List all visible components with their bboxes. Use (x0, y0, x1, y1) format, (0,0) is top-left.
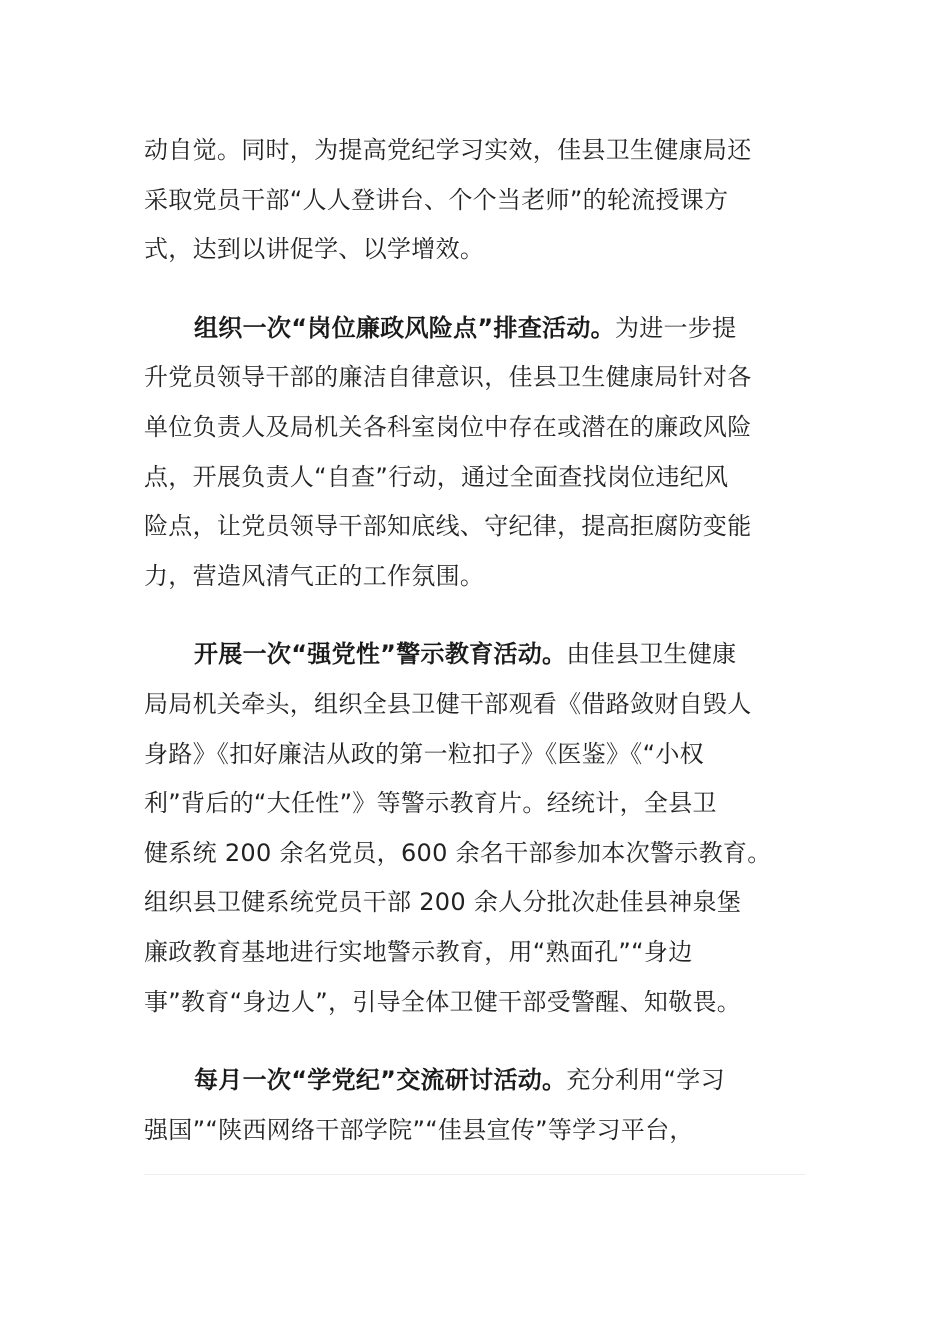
text-line (144, 730, 814, 780)
line-text: 健系统 200 余名党员，600 余名干部参加本次警示教育。 (144, 838, 772, 867)
line-text: 身路》《扣好廉洁从政的第一粒扣子》《医鉴》《“小权 (144, 739, 704, 768)
line-text: 单位负责人及局机关各科室岗位中存在或潜在的廉政风险 (144, 412, 752, 441)
text-line (144, 829, 814, 879)
text-line (144, 928, 814, 978)
text-line (144, 403, 814, 453)
line-text: 廉政教育基地进行实地警示教育，用“熟面孔”“身边 (144, 937, 693, 966)
line-text: 组织县卫健系统党员干部 200 余人分批次赴佳县神泉堡 (144, 888, 742, 917)
text-line (144, 680, 814, 730)
paragraph-2 (144, 304, 814, 602)
text-line (144, 225, 814, 275)
text-line (144, 126, 814, 176)
bold-heading: 每月一次“学党纪”交流研讨活动。 (194, 1066, 567, 1095)
text-line (144, 978, 814, 1028)
text-line (144, 630, 814, 680)
line-text: 采取党员干部“人人登讲台、个个当老师”的轮流授课方 (144, 185, 729, 214)
line-text: 由佳县卫生健康 (566, 640, 737, 669)
document-body (144, 126, 814, 1184)
paragraph-4 (144, 1056, 814, 1155)
line-text: 充分利用“学习 (566, 1066, 725, 1095)
line-text: 式，达到以讲促学、以学增效。 (144, 235, 485, 264)
footer-divider (144, 1174, 806, 1175)
line-text: 强国”“陕西网络干部学院”“佳县宣传”等学习平台， (144, 1115, 694, 1144)
text-line (144, 552, 814, 602)
text-line (144, 1106, 814, 1156)
text-line (144, 502, 814, 552)
bold-heading: 开展一次“强党性”警示教育活动。 (194, 640, 567, 669)
text-line (144, 353, 814, 403)
text-line (144, 878, 814, 928)
line-text: 为进一步提 (614, 313, 737, 342)
text-line (144, 779, 814, 829)
line-text: 险点，让党员领导干部知底线、守纪律，提高拒腐防变能 (144, 512, 752, 541)
line-text: 局局机关牵头，组织全县卫健干部观看《借路敛财自毁人 (144, 689, 752, 718)
bold-heading: 组织一次“岗位廉政风险点”排查活动。 (194, 313, 615, 342)
line-text: 升党员领导干部的廉洁自律意识，佳县卫生健康局针对各 (144, 363, 752, 392)
text-line (144, 176, 814, 226)
text-line (144, 453, 814, 503)
line-text: 动自觉。同时，为提高党纪学习实效，佳县卫生健康局还 (144, 136, 752, 164)
line-text: 点，开展负责人“自查”行动，通过全面查找岗位违纪风 (144, 462, 729, 491)
text-line (144, 1056, 814, 1106)
line-text: 利”背后的“大任性”》等警示教育片。经统计，全县卫 (144, 789, 717, 818)
line-text: 力，营造风清气正的工作氛围。 (144, 561, 485, 590)
text-line (144, 304, 814, 354)
line-text: 事”教育“身边人”，引导全体卫健干部受警醒、知敬畏。 (144, 987, 742, 1016)
paragraph-3 (144, 630, 814, 1027)
paragraph-1 (144, 126, 814, 275)
